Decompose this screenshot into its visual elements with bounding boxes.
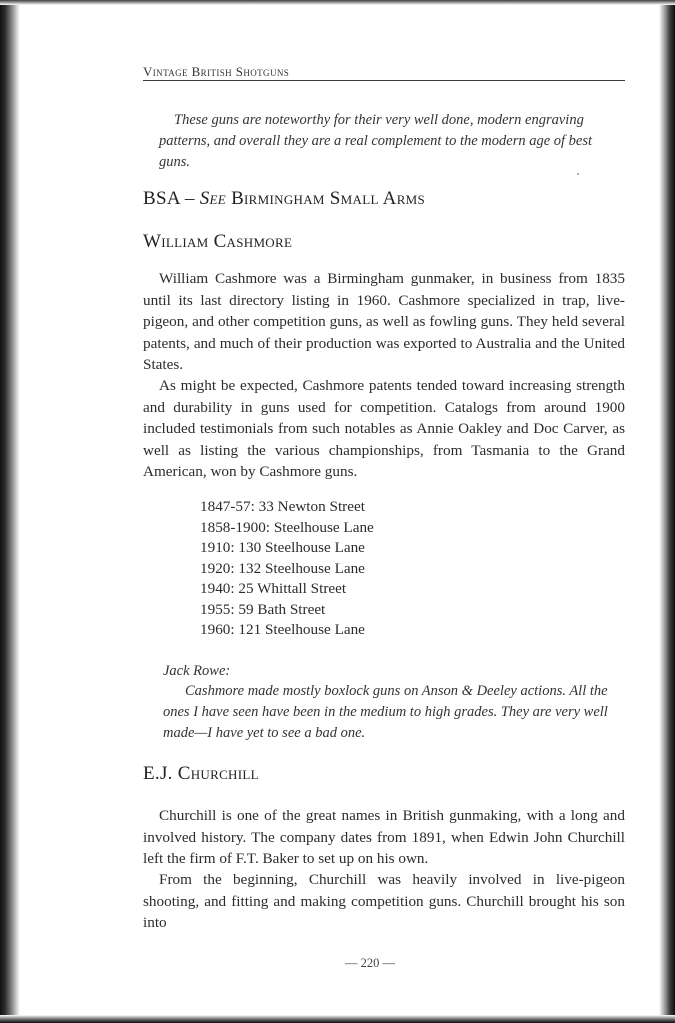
address-item: 1920: 132 Steelhouse Lane	[200, 559, 365, 577]
churchill-paragraph-2: From the beginning, Churchill was heavily involved in live-pigeon shooting, and fitting and making competition guns. Churchill brought his son into	[143, 871, 625, 931]
cashmore-paragraph-1: William Cashmore was a Birmingham gunmaker, in business from 1835 until its last directory listing in 1960. Cashmore specialized in trap, live-pigeon, and other competition guns, as well as fowling guns. They held several patents, and much of their production was exported to Australia and the United States.	[143, 270, 625, 373]
cashmore-paragraph-2: As might be expected, Cashmore patents tended toward increasing strength and durability in guns used for competition. Catalogs from around 1900 included testimonials from such notables as Annie Oakley and Doc Carver, as well as listing the various championships, from Tasmania to the Grand American, won by Cashmore guns.	[143, 377, 625, 480]
bsa-heading-see: See	[199, 188, 227, 209]
address-item: 1960: 121 Steelhouse Lane	[200, 621, 365, 638]
scan-speck	[577, 173, 579, 175]
cashmore-heading: William Cashmore	[143, 231, 293, 252]
churchill-heading: E.J. Churchill	[143, 763, 259, 784]
address-item: 1858-1900: Steelhouse Lane	[200, 518, 374, 536]
address-item: 1955: 59 Bath Street	[200, 600, 326, 618]
cashmore-address-list	[200, 497, 500, 641]
address-item: 1940: 25 Whittall Street	[200, 580, 347, 597]
address-item: 1910: 130 Steelhouse Lane	[200, 539, 365, 556]
page-edge-shadow	[659, 0, 675, 1023]
intro-quote: These guns are noteworthy for their very well done, modern engraving patterns, and overall they are a real complement to the modern age of best guns.	[159, 112, 593, 170]
bsa-heading-prefix: BSA –	[143, 188, 200, 209]
address-item: 1847-57: 33 Newton Street	[200, 498, 365, 515]
page-number: — 220 —	[345, 956, 395, 970]
cashmore-quote: Cashmore made mostly boxlock guns on Anson & Deeley actions. All the ones I have seen have been in the medium to high grades. They are very well made—I have yet to see a bad one.	[163, 683, 608, 741]
page-gutter-shadow	[0, 0, 20, 1023]
churchill-paragraph-1: Churchill is one of the great names in British gunmaking, with a long and involved history. The company dates from 1891, when Edwin John Churchill left the firm of F.T. Baker to set up on his own.	[143, 807, 625, 867]
header-rule	[143, 80, 625, 81]
bsa-heading-target: Birmingham Small Arms	[226, 188, 426, 209]
running-head: Vintage British Shotguns	[143, 64, 290, 79]
page-top-shadow	[0, 0, 675, 5]
page-bottom-shadow	[0, 1015, 675, 1023]
quote-author: Jack Rowe:	[163, 663, 231, 679]
bsa-heading	[143, 188, 623, 210]
